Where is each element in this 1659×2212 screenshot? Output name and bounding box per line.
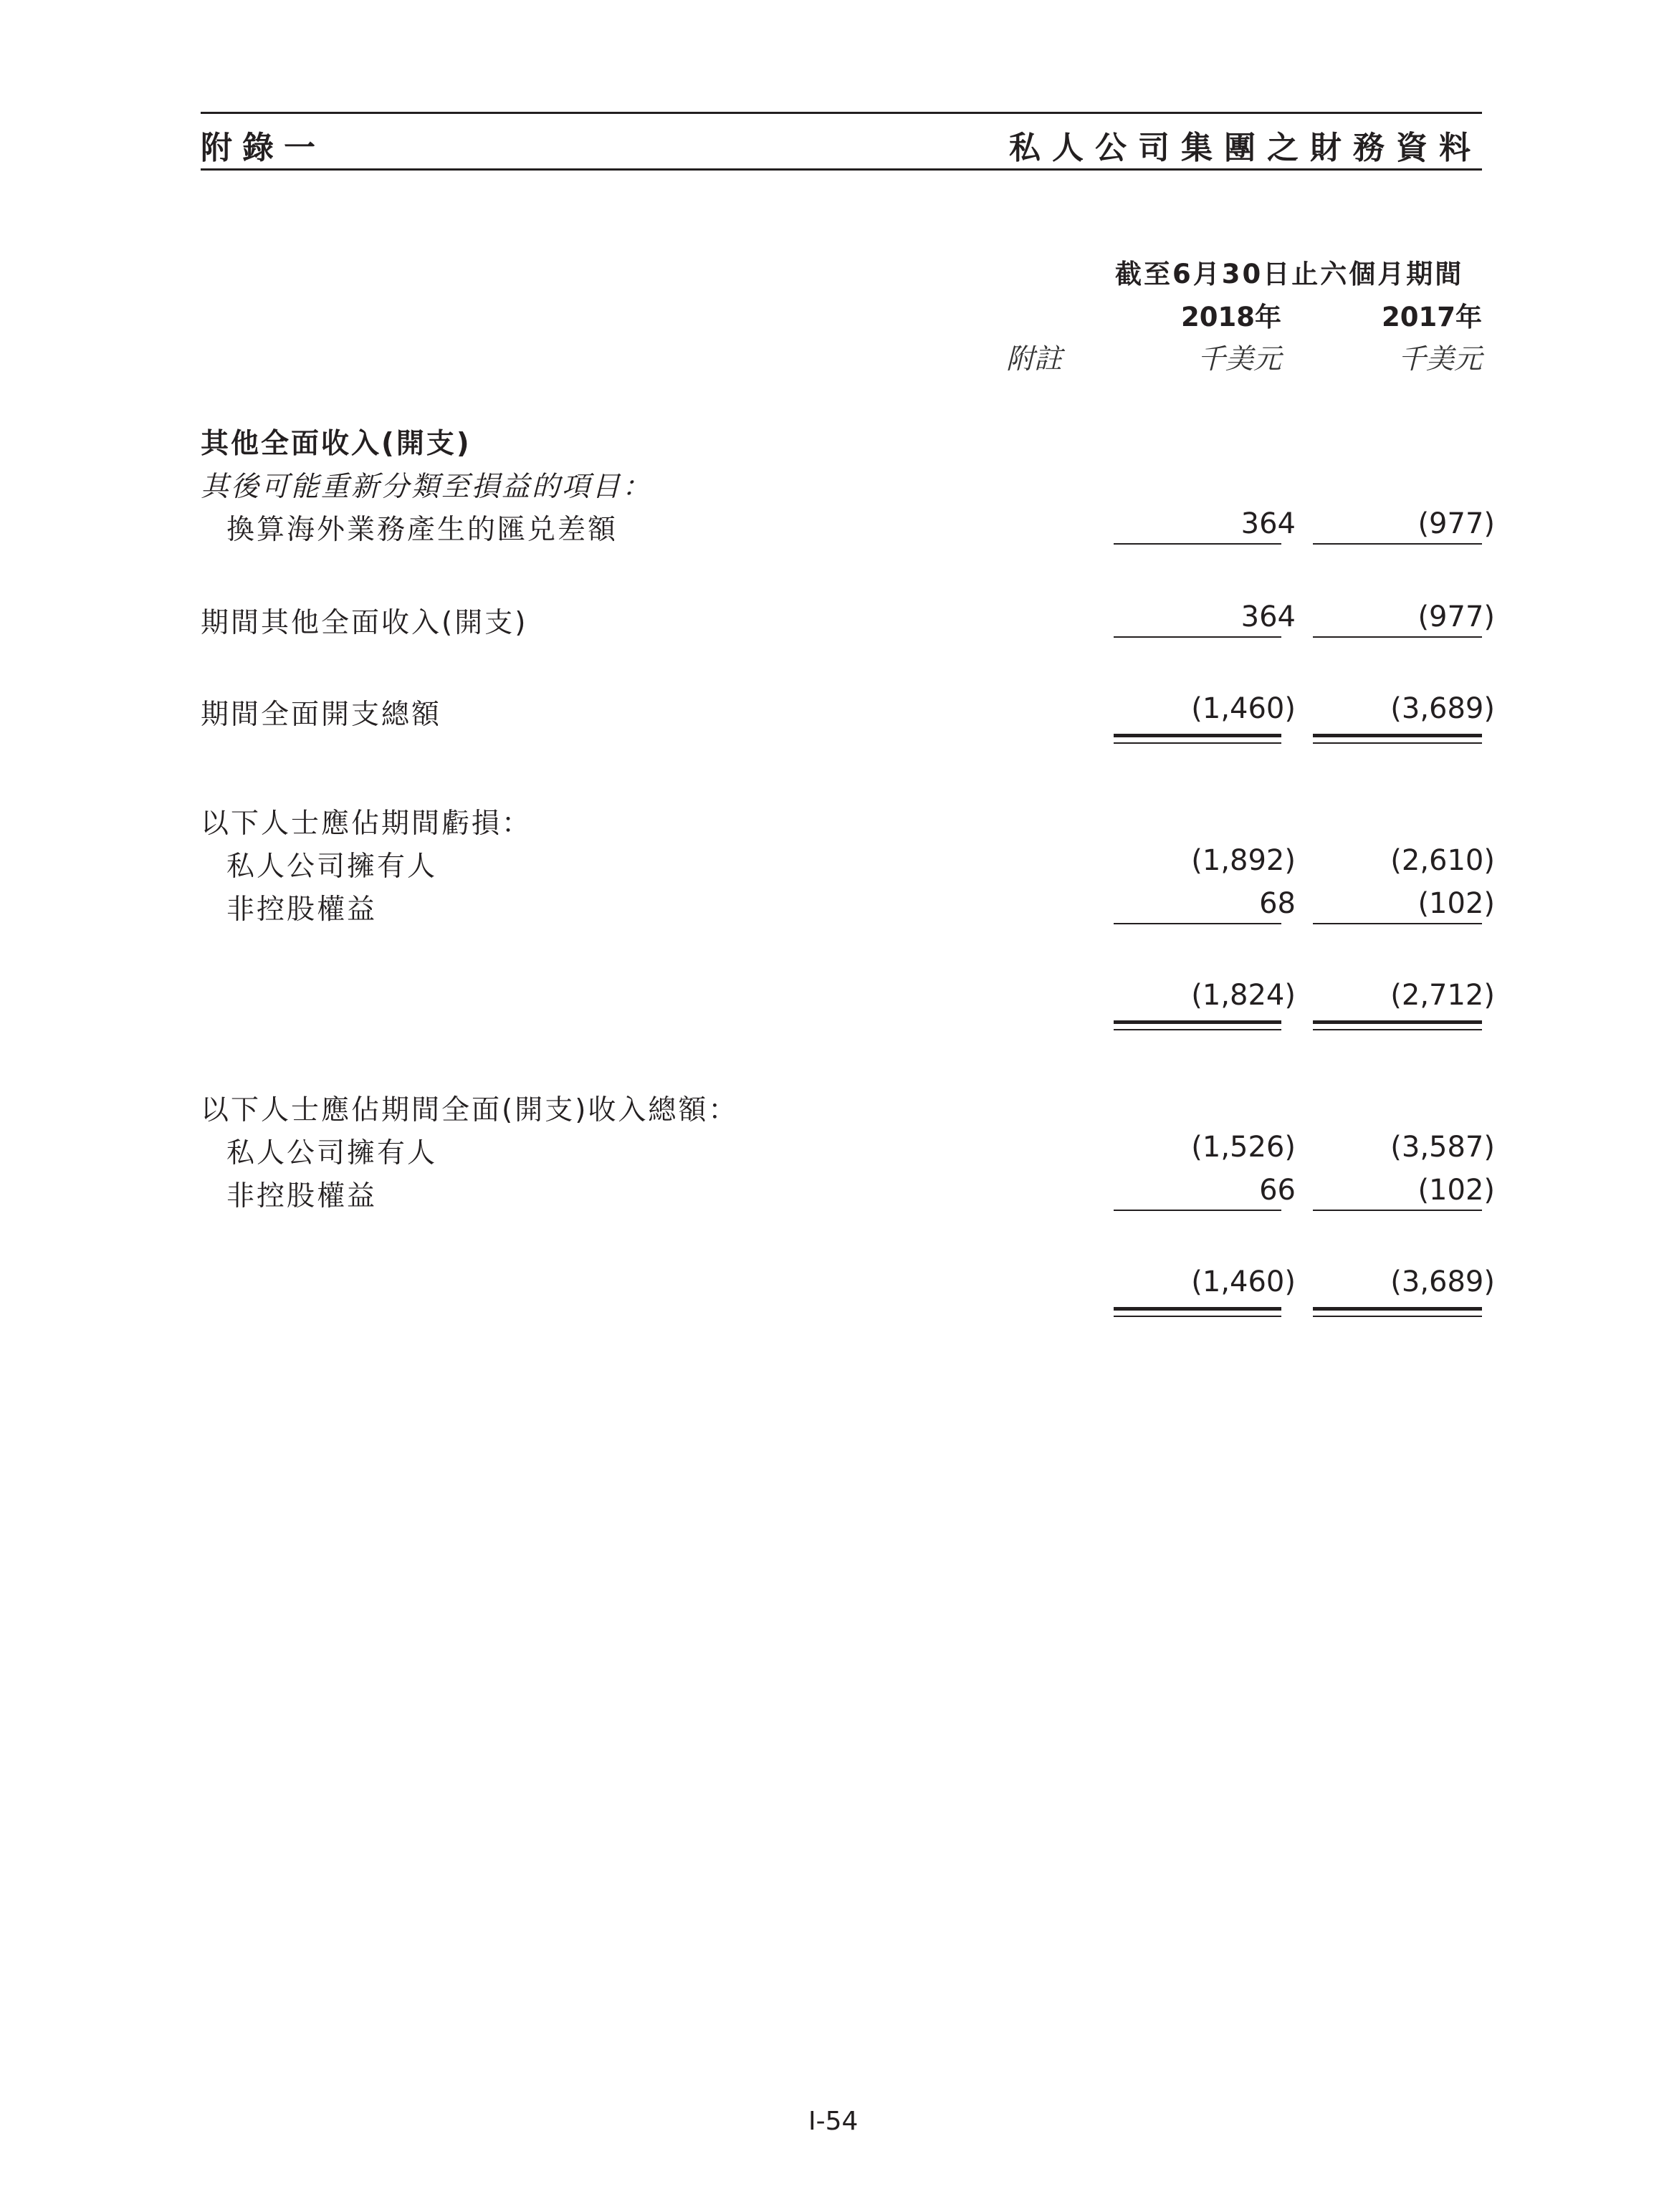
total-double-rule (1114, 742, 1281, 744)
total-value-2018: (1,460) (1191, 1265, 1296, 1298)
subtotal-rule (1313, 543, 1482, 545)
year-2017-heading: 2017年 (1382, 302, 1482, 332)
total-double-rule (1313, 1020, 1482, 1024)
subtotal-rule (1114, 636, 1281, 638)
subtotal-rule (1313, 923, 1482, 924)
row-value-2017: (3,689) (1390, 692, 1495, 725)
row-value-2017: (3,587) (1390, 1131, 1495, 1164)
row-value-2017: (977) (1417, 600, 1495, 633)
row-label: 私人公司擁有人 (226, 1137, 438, 1169)
header-bottom-rule (201, 168, 1482, 171)
row-label: 非控股權益 (226, 894, 378, 926)
row-value-2017: (2,610) (1390, 844, 1495, 877)
row-label: 私人公司擁有人 (226, 851, 438, 883)
notes-heading: 附註 (1006, 343, 1063, 375)
subtotal-rule (1114, 1210, 1281, 1211)
total-double-rule (1313, 734, 1482, 737)
period-heading: 截至6月30日止六個月期間 (1115, 259, 1464, 289)
subtotal-rule (1313, 636, 1482, 638)
row-value-2018: (1,526) (1191, 1131, 1296, 1164)
row-value-2018: 68 (1259, 887, 1296, 920)
row-label: 非控股權益 (226, 1180, 378, 1212)
total-double-rule (1114, 1020, 1281, 1024)
row-value-2018: (1,460) (1191, 692, 1296, 725)
row-label: 期間其他全面收入(開支) (201, 607, 528, 639)
total-double-rule (1313, 1307, 1482, 1311)
total-value-2017: (2,712) (1390, 979, 1495, 1012)
total-double-rule (1313, 742, 1482, 744)
section-title: 私人公司集團之財務資料 (1009, 130, 1482, 166)
row-value-2017: (102) (1417, 1174, 1495, 1207)
year-2018-heading: 2018年 (1181, 302, 1281, 332)
subtotal-rule (1313, 1210, 1482, 1211)
row-label: 換算海外業務產生的匯兑差額 (226, 514, 618, 546)
total-double-rule (1114, 1029, 1281, 1030)
page-number: I-54 (808, 2107, 859, 2136)
row-value-2018: (1,892) (1191, 844, 1296, 877)
reclassifiable-items-heading: 其後可能重新分類至損益的項目： (201, 471, 653, 503)
appendix-title: 附錄一 (201, 130, 325, 166)
total-value-2018: (1,824) (1191, 979, 1296, 1012)
unit-2017: 千美元 (1397, 343, 1482, 375)
total-double-rule (1114, 734, 1281, 737)
unit-2018: 千美元 (1197, 343, 1281, 375)
total-double-rule (1114, 1316, 1281, 1317)
row-label: 期間全面開支總額 (201, 699, 442, 731)
row-value-2017: (102) (1417, 887, 1495, 920)
subtotal-rule (1114, 543, 1281, 545)
row-value-2018: 364 (1240, 600, 1296, 633)
total-value-2017: (3,689) (1390, 1265, 1495, 1298)
row-value-2018: 364 (1240, 507, 1296, 540)
comprehensive-attributable-heading: 以下人士應佔期間全面(開支)收入總額： (201, 1094, 739, 1126)
header-top-rule (201, 112, 1482, 114)
total-double-rule (1313, 1029, 1482, 1030)
total-double-rule (1313, 1316, 1482, 1317)
oci-heading: 其他全面收入(開支) (201, 428, 472, 460)
row-value-2018: 66 (1259, 1174, 1296, 1207)
subtotal-rule (1114, 923, 1281, 924)
total-double-rule (1114, 1307, 1281, 1311)
row-value-2017: (977) (1417, 507, 1495, 540)
loss-attributable-heading: 以下人士應佔期間虧損： (201, 808, 532, 840)
